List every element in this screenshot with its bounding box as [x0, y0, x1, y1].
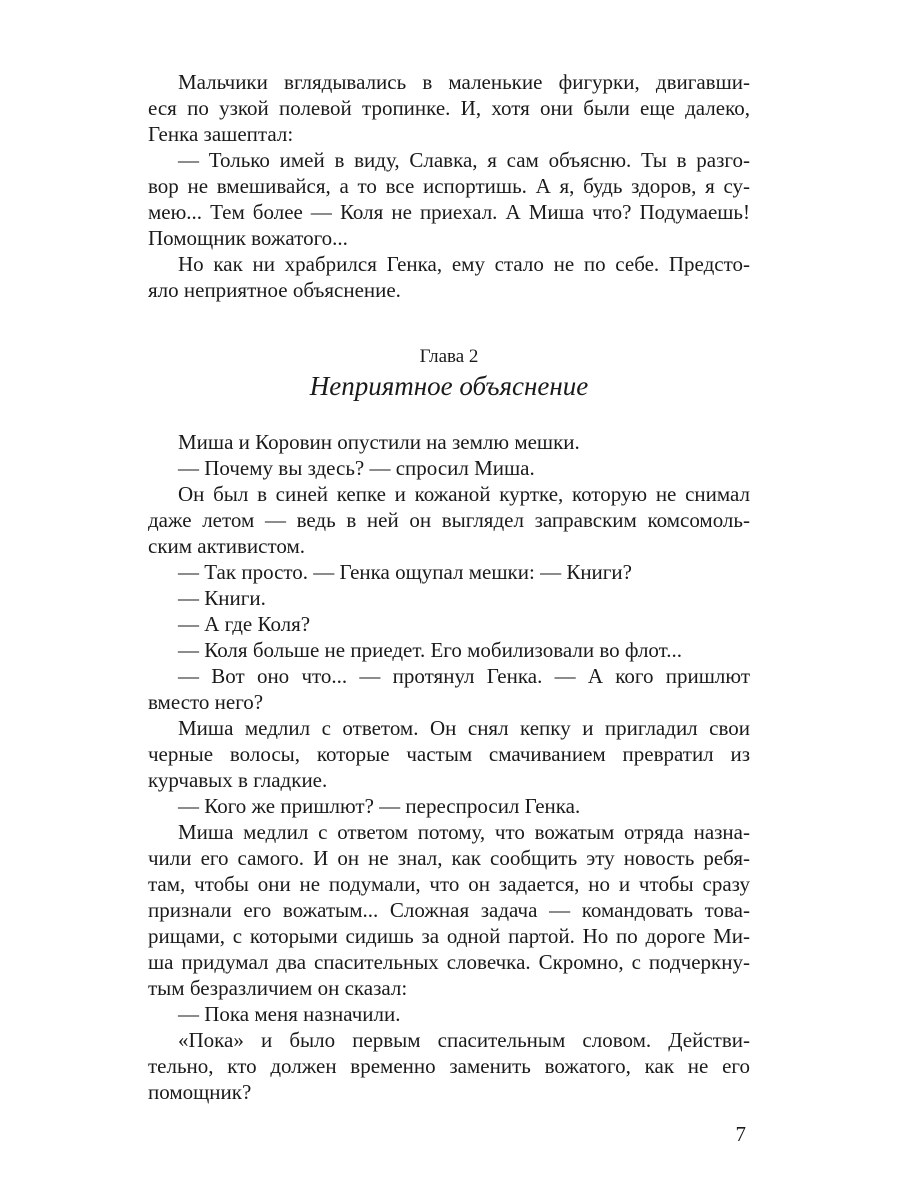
- text-line: признали его вожатым... Сложная задача — командовать това-: [148, 898, 750, 922]
- text-line: вор не вмешивайся, а то все испортишь. А я, будь здоров, я су-: [148, 174, 750, 198]
- text-line: рищами, с которыми сидишь за одной партой. Но по дороге Ми-: [148, 924, 750, 948]
- paragraph: [148, 1001, 750, 1027]
- chapter-title: Неприятное объяснение: [309, 371, 589, 401]
- text-line: Миша медлил с ответом. Он снял кепку и пригладил свои: [178, 716, 750, 740]
- chapter-number: Глава 2: [419, 346, 479, 367]
- paragraph: [148, 69, 750, 147]
- text-line: Мальчики вглядывались в маленькие фигурки, двигавши-: [178, 70, 750, 94]
- text-line: Миша медлил с ответом потому, что вожатым отряда назна-: [178, 820, 750, 844]
- body-text-section-1: [148, 69, 750, 303]
- paragraph: [148, 481, 750, 559]
- text-line: еся по узкой полевой тропинке. И, хотя они были еще далеко,: [148, 96, 750, 120]
- paragraph: [148, 1027, 750, 1105]
- paragraph: [148, 663, 750, 715]
- paragraph: [148, 611, 750, 637]
- text-line: курчавых в гладкие.: [148, 768, 328, 792]
- paragraph: [148, 429, 750, 455]
- text-line: Помощник вожатого...: [148, 226, 348, 250]
- text-line: ским активистом.: [148, 534, 305, 558]
- body-text-section-2: [148, 429, 750, 1105]
- text-line: черные волосы, которые частым смачиванием превратил из: [148, 742, 750, 766]
- text-line: Но как ни храбрился Генка, ему стало не по себе. Предсто-: [178, 252, 750, 276]
- page-footer: [148, 1121, 746, 1147]
- text-line: тельно, кто должен временно заменить вожатого, как не его: [148, 1054, 750, 1078]
- paragraph: [148, 585, 750, 611]
- text-line: — Только имей в виду, Славка, я сам объясню. Ты в разго-: [178, 148, 750, 172]
- text-line: Он был в синей кепке и кожаной куртке, которую не снимал: [178, 482, 750, 506]
- text-line: — Так просто. — Генка ощупал мешки: — Книги?: [178, 560, 632, 584]
- paragraph: [148, 455, 750, 481]
- text-line: тым безразличием он сказал:: [148, 976, 408, 1000]
- text-line: яло неприятное объяснение.: [148, 278, 401, 302]
- paragraph: [148, 819, 750, 1001]
- text-line: — Книги.: [178, 586, 266, 610]
- text-line: — Почему вы здесь? — спросил Миша.: [178, 456, 535, 480]
- paragraph: [148, 559, 750, 585]
- paragraph: [148, 793, 750, 819]
- text-line: там, чтобы они не подумали, что он задается, но и чтобы сразу: [148, 872, 750, 896]
- text-line: даже летом — ведь в ней он выглядел заправским комсомоль-: [148, 508, 750, 532]
- paragraph: [148, 637, 750, 663]
- text-line: — Кого же пришлют? — переспросил Генка.: [178, 794, 581, 818]
- text-line: — Вот оно что... — протянул Генка. — А кого пришлют: [178, 664, 750, 688]
- text-line: — Коля больше не приедет. Его мобилизовали во флот...: [178, 638, 682, 662]
- text-line: мею... Тем более — Коля не приехал. А Миша что? Подумаешь!: [148, 200, 750, 224]
- text-line: помощник?: [148, 1080, 252, 1104]
- page-number: 7: [735, 1122, 746, 1146]
- paragraph: [148, 147, 750, 251]
- text-line: Генка зашептал:: [148, 122, 294, 146]
- paragraph: [148, 251, 750, 303]
- text-line: Миша и Коровин опустили на землю мешки.: [178, 430, 580, 454]
- text-line: вместо него?: [148, 690, 264, 714]
- paragraph: [148, 715, 750, 793]
- text-line: — Пока меня назначили.: [178, 1002, 401, 1026]
- text-line: ша придумал два спасительных словечка. Скромно, с подчеркну-: [148, 950, 750, 974]
- text-line: — А где Коля?: [178, 612, 311, 636]
- text-column: [148, 69, 750, 1105]
- text-line: чили его самого. И он не знал, как сообщить эту новость ребя-: [148, 846, 750, 870]
- chapter-heading: [148, 344, 750, 402]
- text-line: «Пока» и было первым спасительным словом. Действи-: [178, 1028, 750, 1052]
